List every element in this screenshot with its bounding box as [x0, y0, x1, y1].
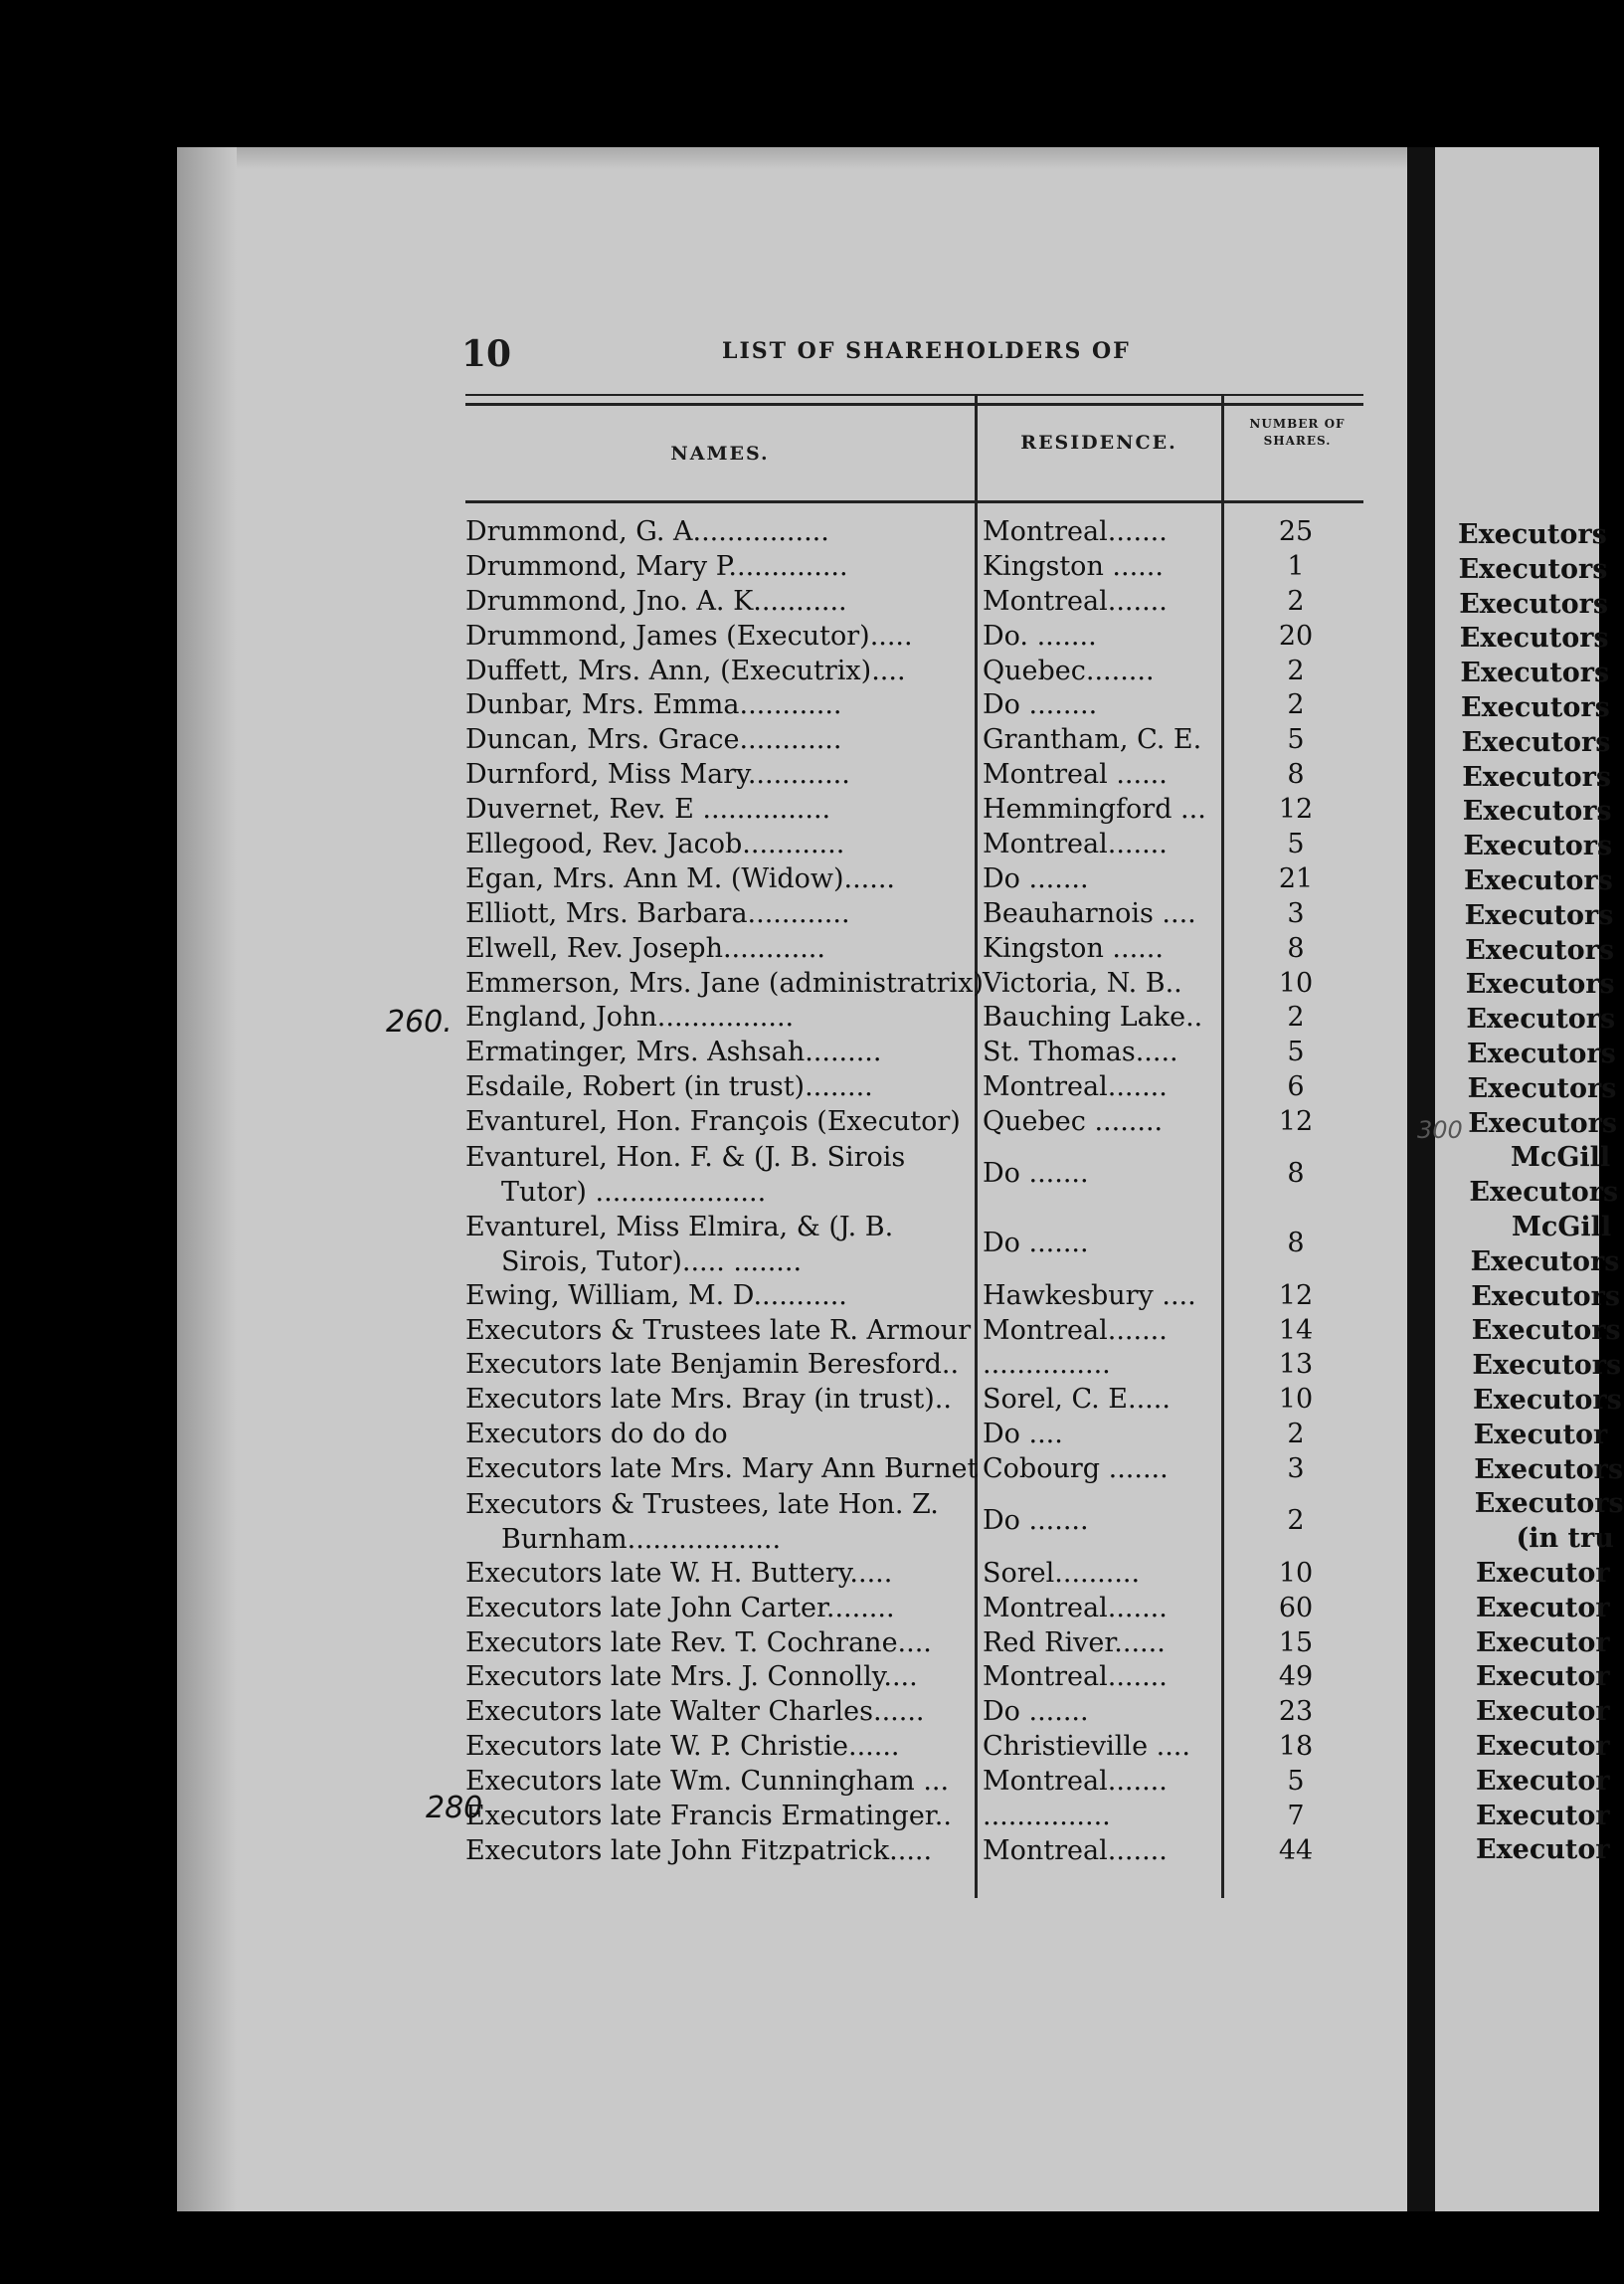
shareholder-name [465, 586, 968, 617]
shareholder-name-line: Evanturel, Hon. François (Executor) [465, 1106, 961, 1138]
table-row [465, 1071, 1370, 1106]
table-row [465, 1315, 1370, 1350]
shareholder-name-line: Drummond, G. A................ [465, 516, 829, 547]
column-header-shares: NUMBER OF SHARES. [1249, 417, 1346, 448]
share-count: 10 [1278, 1384, 1314, 1416]
shareholder-name-line: Executors late Francis Ermatinger.. [465, 1801, 952, 1831]
facing-page-line: Executors [1468, 1107, 1618, 1139]
table-row [465, 724, 1370, 759]
share-count: 23 [1278, 1696, 1314, 1728]
shareholder-name-line: Emmerson, Mrs. Jane (administratrix) [465, 967, 984, 999]
shareholder-name [465, 1627, 968, 1658]
residence: Christieville .... [983, 1731, 1190, 1763]
shareholder-name [465, 1766, 968, 1797]
share-count: 12 [1278, 1106, 1314, 1138]
share-count: 14 [1278, 1314, 1314, 1346]
shareholder-name-line: Executors do do do [465, 1419, 728, 1450]
facing-page-line: Executors [1459, 588, 1609, 620]
shareholder-name [465, 1106, 968, 1137]
table-row [465, 1349, 1370, 1384]
share-count: 2 [1287, 1419, 1305, 1450]
shareholder-name [465, 1696, 968, 1727]
shareholder-name [465, 1002, 968, 1033]
shareholder-name [465, 1419, 968, 1449]
facing-page-line: Executors [1460, 658, 1610, 689]
share-count: 5 [1287, 724, 1305, 756]
running-head: LIST OF SHAREHOLDERS OF [722, 338, 1131, 364]
table-row [465, 829, 1370, 863]
residence: Montreal....... [983, 1314, 1168, 1346]
share-count: 2 [1287, 1002, 1305, 1034]
table-row [465, 898, 1370, 933]
facing-page-line: Executor [1476, 1731, 1610, 1762]
share-count: 8 [1287, 1158, 1305, 1190]
table-row [465, 1453, 1370, 1488]
residence: Montreal....... [983, 1661, 1168, 1693]
shareholder-name-line: Sirois, Tutor)..... ........ [501, 1245, 803, 1277]
facing-page-line: Executor [1476, 1800, 1610, 1831]
share-count: 2 [1287, 655, 1305, 686]
shareholder-name-line: Executors late John Carter........ [465, 1592, 895, 1623]
residence: Hemmingford ... [983, 794, 1206, 826]
residence: Montreal....... [983, 1766, 1168, 1798]
shareholder-name [465, 1314, 972, 1346]
facing-page-line: Executors [1467, 1039, 1616, 1069]
shareholder-name-line: Executors late Benjamin Beresford.. [465, 1349, 960, 1381]
table-row [465, 1627, 1370, 1662]
share-count: 3 [1287, 897, 1305, 929]
shareholder-name [465, 898, 968, 929]
shareholder-name [465, 1141, 968, 1211]
shareholder-name [465, 1453, 979, 1485]
facing-page-line: Executors [1462, 761, 1612, 793]
shareholder-name [465, 863, 968, 894]
shareholder-name-line: Executors late John Fitzpatrick..... [465, 1834, 933, 1866]
facing-page-line: Executors [1458, 553, 1608, 585]
share-count: 5 [1287, 1037, 1305, 1068]
facing-page-line: Executor [1476, 1765, 1610, 1797]
table-row [465, 863, 1370, 898]
table-row [465, 1141, 1370, 1211]
table-row [465, 551, 1370, 586]
facing-page-line: Executors [1462, 796, 1612, 828]
facing-page-line: Executors [1470, 1245, 1620, 1277]
share-count: 8 [1287, 932, 1305, 964]
residence: Montreal....... [983, 829, 1168, 860]
shareholder-name [465, 551, 968, 582]
table-row [465, 933, 1370, 968]
table-row [465, 1106, 1370, 1141]
table-row [465, 1558, 1370, 1593]
shareholder-list [465, 516, 1370, 1870]
column-header-residence: RESIDENCE. [1020, 432, 1177, 454]
share-count: 2 [1287, 585, 1305, 617]
facing-page-line: McGill [1511, 1142, 1611, 1174]
table-row [465, 621, 1370, 656]
shareholder-name-line: Duffett, Mrs. Ann, (Executrix).... [465, 655, 906, 686]
table-row [465, 1280, 1370, 1315]
table-row [465, 1696, 1370, 1731]
shareholder-name [465, 1349, 968, 1380]
header-rule-top [465, 394, 1363, 396]
shareholder-name-line: Esdaile, Robert (in trust)........ [465, 1071, 873, 1103]
facing-page-line: Executors [1474, 1453, 1624, 1485]
shareholder-name-line: Evanturel, Hon. F. & (J. B. Sirois [465, 1142, 906, 1174]
table-row [465, 656, 1370, 690]
residence: Red River...... [983, 1626, 1166, 1658]
residence: Montreal....... [983, 1592, 1168, 1623]
residence: Cobourg ....... [983, 1453, 1169, 1485]
table-row [465, 1731, 1370, 1766]
shareholder-name [465, 621, 968, 652]
facing-page-line: Executor [1473, 1419, 1608, 1450]
page-number: 10 [461, 333, 512, 375]
share-count: 25 [1278, 516, 1314, 547]
share-count: 21 [1278, 862, 1314, 894]
shareholder-name [465, 1731, 968, 1762]
share-count: 10 [1278, 1557, 1314, 1589]
shareholder-name [465, 759, 968, 790]
share-count: 49 [1278, 1661, 1314, 1693]
shareholder-name [465, 1280, 968, 1311]
page-left-shadow [177, 147, 237, 2211]
residence: ............... [983, 1349, 1111, 1381]
shareholder-name [465, 724, 968, 755]
table-row [465, 1801, 1370, 1835]
residence: Do ........ [983, 689, 1098, 721]
margin-note: 280 [426, 1791, 483, 1825]
page-top-shadow [177, 147, 1422, 169]
residence: Hawkesbury .... [983, 1279, 1196, 1311]
residence: Do ....... [983, 1696, 1089, 1728]
share-count: 6 [1287, 1071, 1305, 1103]
residence: Bauching Lake.. [983, 1002, 1203, 1034]
facing-page-line: Executors [1471, 1315, 1621, 1347]
shareholder-name-line: Executors late Mrs. J. Connolly.... [465, 1661, 918, 1693]
shareholder-name-line: Executors late Mrs. Bray (in trust).. [465, 1384, 952, 1416]
table-row [465, 586, 1370, 621]
table-row [465, 1384, 1370, 1419]
shareholder-name-line: Executors late Rev. T. Cochrane.... [465, 1626, 932, 1658]
facing-page-line: Executors [1466, 1004, 1616, 1036]
shareholder-name [465, 1211, 968, 1280]
shareholder-name [465, 689, 968, 720]
residence: Montreal....... [983, 516, 1168, 547]
share-count: 10 [1278, 967, 1314, 999]
residence: Montreal....... [983, 585, 1168, 617]
share-count: 44 [1278, 1834, 1314, 1866]
shareholder-name-line: Executors & Trustees late R. Armour [465, 1314, 972, 1346]
facing-page-line: Executors [1469, 1177, 1619, 1209]
shareholder-name-line: Executors & Trustees, late Hon. Z. [465, 1488, 939, 1520]
shareholder-name [465, 967, 984, 999]
share-count: 8 [1287, 1227, 1305, 1258]
facing-page-line: Executors [1463, 831, 1613, 862]
shareholder-name-line: Executors late W. P. Christie...... [465, 1731, 900, 1763]
facing-page-line: Executors [1473, 1385, 1622, 1416]
facing-page-line: Executor [1476, 1592, 1610, 1623]
residence: Do. ....... [983, 620, 1097, 652]
share-count: 60 [1278, 1592, 1314, 1623]
facing-page-line: Executors [1458, 519, 1607, 550]
shareholder-name [465, 829, 968, 859]
share-count: 3 [1287, 1453, 1305, 1485]
shareholder-name [465, 1661, 968, 1692]
shareholder-name-line: Executors late Mrs. Mary Ann Burnet [465, 1453, 979, 1485]
share-count: 8 [1287, 759, 1305, 791]
shareholder-name [465, 1037, 968, 1067]
residence: Grantham, C. E. [983, 724, 1202, 756]
shareholder-name-line: Drummond, Jno. A. K........... [465, 585, 847, 617]
share-count: 5 [1287, 829, 1305, 860]
facing-page-line: Executors [1474, 1488, 1624, 1520]
shareholder-name [465, 933, 968, 964]
shareholder-name-line: Executors late W. H. Buttery..... [465, 1557, 893, 1589]
residence: Kingston ...... [983, 932, 1164, 964]
facing-page-line: Executor [1476, 1626, 1610, 1658]
facing-page-line: (in tru [1516, 1523, 1614, 1555]
margin-note: 300 [1417, 1116, 1463, 1144]
share-count: 2 [1287, 1504, 1305, 1536]
table-row [465, 1593, 1370, 1627]
shareholder-name [465, 1801, 968, 1831]
residence: Kingston ...... [983, 550, 1164, 582]
facing-page-line: Executors [1471, 1280, 1621, 1312]
residence: Do ....... [983, 1158, 1089, 1190]
shareholder-name [465, 1835, 968, 1866]
share-count: 20 [1278, 620, 1314, 652]
table-row [465, 1488, 1370, 1558]
shareholder-name-line: Egan, Mrs. Ann M. (Widow)...... [465, 862, 896, 894]
residence: Do ....... [983, 1504, 1089, 1536]
shareholder-name-line: Ermatinger, Mrs. Ashsah......... [465, 1037, 882, 1068]
book-gutter [1407, 147, 1435, 2211]
facing-page-line: Executors [1464, 865, 1613, 896]
residence: Do .... [983, 1419, 1063, 1450]
residence: St. Thomas..... [983, 1037, 1178, 1068]
shareholder-name [465, 1593, 968, 1623]
margin-note: 260. [386, 1005, 452, 1040]
shareholder-name-line: Tutor) .................... [501, 1176, 767, 1208]
table-row [465, 516, 1370, 551]
residence: Beauharnois .... [983, 897, 1196, 929]
share-count: 1 [1287, 550, 1305, 582]
facing-page-line: Executors [1467, 1072, 1617, 1104]
facing-page-line: Executor [1476, 1696, 1610, 1728]
facing-page-line: Executors [1464, 899, 1614, 931]
table-row [465, 1002, 1370, 1037]
residence: Quebec ........ [983, 1106, 1164, 1138]
residence: Quebec........ [983, 655, 1155, 686]
residence: Do ....... [983, 1227, 1089, 1258]
table-row [465, 1211, 1370, 1280]
facing-page-line: Executors [1461, 726, 1611, 758]
share-count: 5 [1287, 1766, 1305, 1798]
residence: Sorel, C. E..... [983, 1384, 1171, 1416]
header-rule-bottom [465, 403, 1363, 406]
residence: Do ....... [983, 862, 1089, 894]
shareholder-name-line: Executors late Walter Charles...... [465, 1696, 925, 1728]
table-row [465, 794, 1370, 829]
residence: ............... [983, 1801, 1111, 1831]
column-header-rule [465, 500, 1363, 503]
share-count: 13 [1278, 1349, 1314, 1381]
share-count: 15 [1278, 1626, 1314, 1658]
share-count: 12 [1278, 1279, 1314, 1311]
facing-page-line: McGill [1512, 1212, 1612, 1242]
facing-page-line: Executor [1476, 1558, 1610, 1589]
share-count: 12 [1278, 794, 1314, 826]
residence: Montreal....... [983, 1834, 1168, 1866]
table-row [465, 759, 1370, 794]
shareholder-name-line: Executors late Wm. Cunningham ... [465, 1766, 950, 1798]
table-row [465, 1037, 1370, 1071]
residence: Montreal ...... [983, 759, 1168, 791]
shareholder-name [465, 1384, 968, 1415]
shareholder-name-line: Ellegood, Rev. Jacob............ [465, 829, 845, 860]
shareholder-name-line: Evanturel, Miss Elmira, & (J. B. [465, 1211, 894, 1242]
table-row [465, 1419, 1370, 1453]
shareholder-name [465, 1488, 968, 1558]
table-row [465, 1661, 1370, 1696]
table-row [465, 968, 1370, 1003]
share-count: 18 [1278, 1731, 1314, 1763]
facing-page-line: Executor [1476, 1834, 1610, 1866]
facing-page-line: Executors [1459, 623, 1609, 655]
facing-page-line: Executors [1472, 1350, 1622, 1382]
residence: Montreal....... [983, 1071, 1168, 1103]
facing-page-line: Executors [1465, 969, 1615, 1001]
shareholder-name-line: Elwell, Rev. Joseph............ [465, 932, 825, 964]
facing-page-line: Executors [1465, 934, 1615, 966]
shareholder-name [465, 1558, 968, 1589]
residence: Victoria, N. B.. [983, 967, 1182, 999]
shareholder-name-line: Duncan, Mrs. Grace............ [465, 724, 842, 756]
shareholder-name-line: Durnford, Miss Mary............ [465, 759, 850, 791]
shareholder-name-line: Duvernet, Rev. E ............... [465, 794, 831, 826]
shareholder-name-line: Drummond, James (Executor)..... [465, 620, 913, 652]
shareholder-name [465, 1071, 968, 1102]
shareholder-name-line: Burnham.................. [501, 1523, 782, 1555]
table-row [465, 689, 1370, 724]
facing-page-line: Executors [1461, 692, 1610, 723]
shareholder-name-line: Drummond, Mary P.............. [465, 550, 848, 582]
residence: Sorel.......... [983, 1557, 1141, 1589]
share-count: 7 [1287, 1801, 1305, 1831]
table-row [465, 1835, 1370, 1870]
shareholder-name [465, 516, 968, 547]
table-row [465, 1766, 1370, 1801]
shareholder-name [465, 794, 968, 825]
shareholder-name-line: Elliott, Mrs. Barbara............ [465, 897, 850, 929]
shareholder-name [465, 656, 968, 686]
shareholder-name-line: England, John................ [465, 1002, 795, 1034]
column-header-names: NAMES. [670, 443, 770, 465]
share-count: 2 [1287, 689, 1305, 721]
shareholder-name-line: Dunbar, Mrs. Emma............ [465, 689, 842, 721]
facing-page-line: Executor [1476, 1661, 1610, 1693]
shareholder-name-line: Ewing, William, M. D........... [465, 1279, 847, 1311]
